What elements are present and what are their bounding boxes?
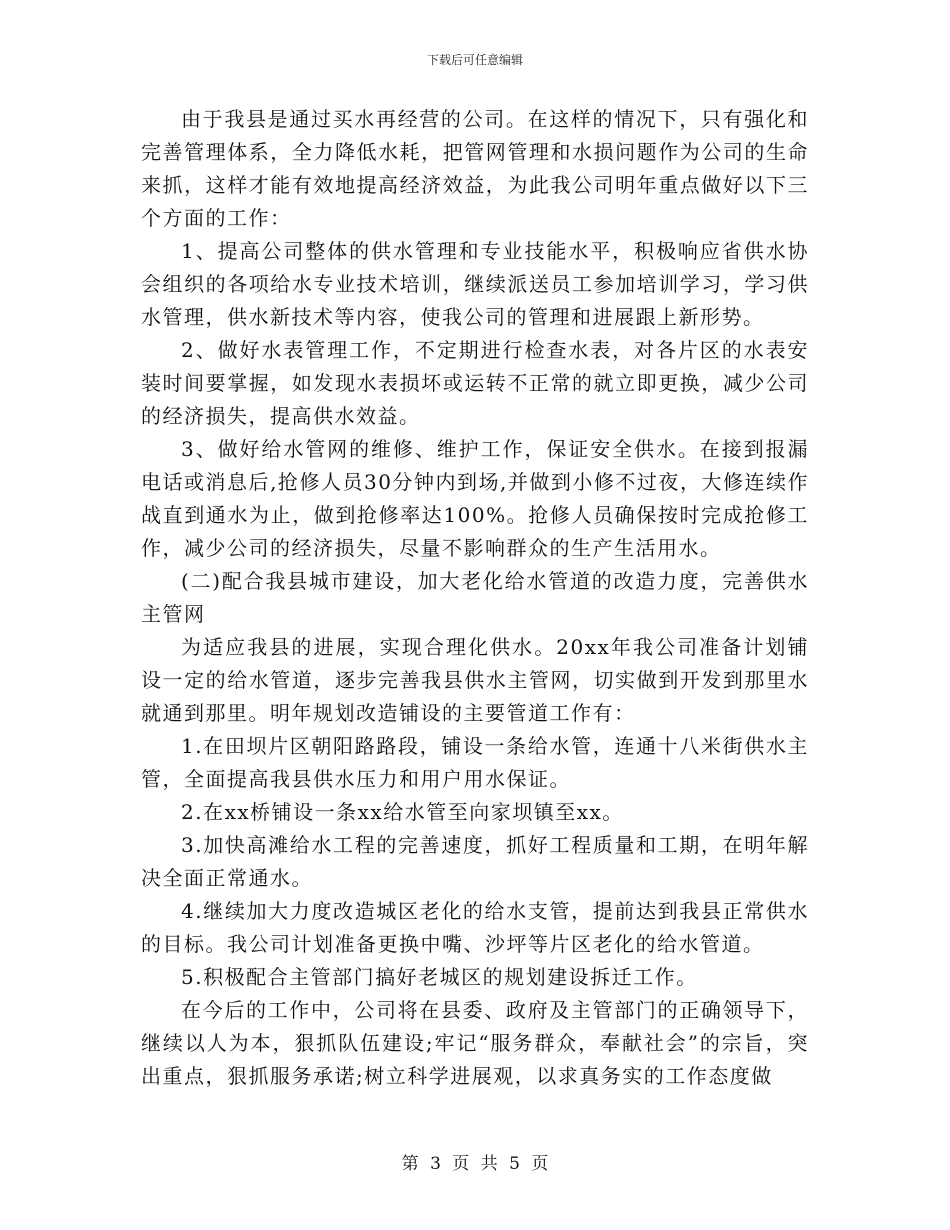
paragraph-intro: 由于我县是通过买水再经营的公司。在这样的情况下，只有强化和完善管理体系，全力降低水耗，把管网管理和水损问题作为公司的生命来抓，这样才能有效地提高经济效益，为此我公司明年重点做好以下三个方面的工作： bbox=[141, 107, 809, 230]
paragraph-item-3: 3、做好给水管网的维修、维护工作，保证安全供水。在接到报漏电话或消息后,抢修人员30分钟内到场,并做到小修不过夜，大修连续作战直到通水为止，做到抢修率达100%。抢修人员确保按时完成抢修工作，减少公司的经济损失，尽量不影响群众的生产生活用水。 bbox=[141, 437, 809, 560]
paragraph-plan-5: 5.积极配合主管部门搞好老城区的规划建设拆迁工作。 bbox=[181, 965, 698, 989]
paragraph-plan-3: 3.加快高滩给水工程的完善速度，抓好工程质量和工期，在明年解决全面正常通水。 bbox=[141, 833, 809, 890]
paragraph-plan-4: 4.继续加大力度改造城区老化的给水支管，提前达到我县正常供水的目标。我公司计划准备更换中嘴、沙坪等片区老化的给水管道。 bbox=[141, 899, 809, 956]
paragraph-plan-2: 2.在xx桥铺设一条xx给水管至向家坝镇至xx。 bbox=[181, 800, 624, 824]
paragraph-closing: 在今后的工作中，公司将在县委、政府及主管部门的正确领导下，继续以人为本，狠抓队伍建设;牢记“服务群众，奉献社会”的宗旨，突出重点，狠抓服务承诺;树立科学进展观，以求真务实的工作态度做 bbox=[141, 998, 809, 1088]
document-body bbox=[141, 103, 809, 1093]
paragraph-item-1: 1、提高公司整体的供水管理和专业技能水平，积极响应省供水协会组织的各项给水专业技术培训，继续派送员工参加培训学习，学习供水管理，供水新技术等内容，使我公司的管理和进展跟上新形势。 bbox=[141, 239, 809, 329]
page-header: 下载后可任意编辑 bbox=[426, 53, 523, 67]
paragraph-item-2: 2、做好水表管理工作，不定期进行检查水表，对各片区的水表安装时间要掌握，如发现水表损坏或运转不正常的就立即更换，减少公司的经济损失，提高供水效益。 bbox=[141, 338, 809, 428]
paragraph-plan-1: 1.在田坝片区朝阳路路段，铺设一条给水管，连通十八米街供水主管，全面提高我县供水压力和用户用水保证。 bbox=[141, 734, 809, 791]
section-heading-2: (二)配合我县城市建设，加大老化给水管道的改造力度，完善供水主管网 bbox=[141, 569, 809, 626]
paragraph-section-2-intro: 为适应我县的进展，实现合理化供水。20xx年我公司准备计划铺设一定的给水管道，逐步完善我县供水主管网，切实做到开发到那里水就通到那里。明年规划改造铺设的主要管道工作有： bbox=[141, 635, 809, 725]
page-number: 第 3 页 共 5 页 bbox=[401, 1154, 549, 1174]
